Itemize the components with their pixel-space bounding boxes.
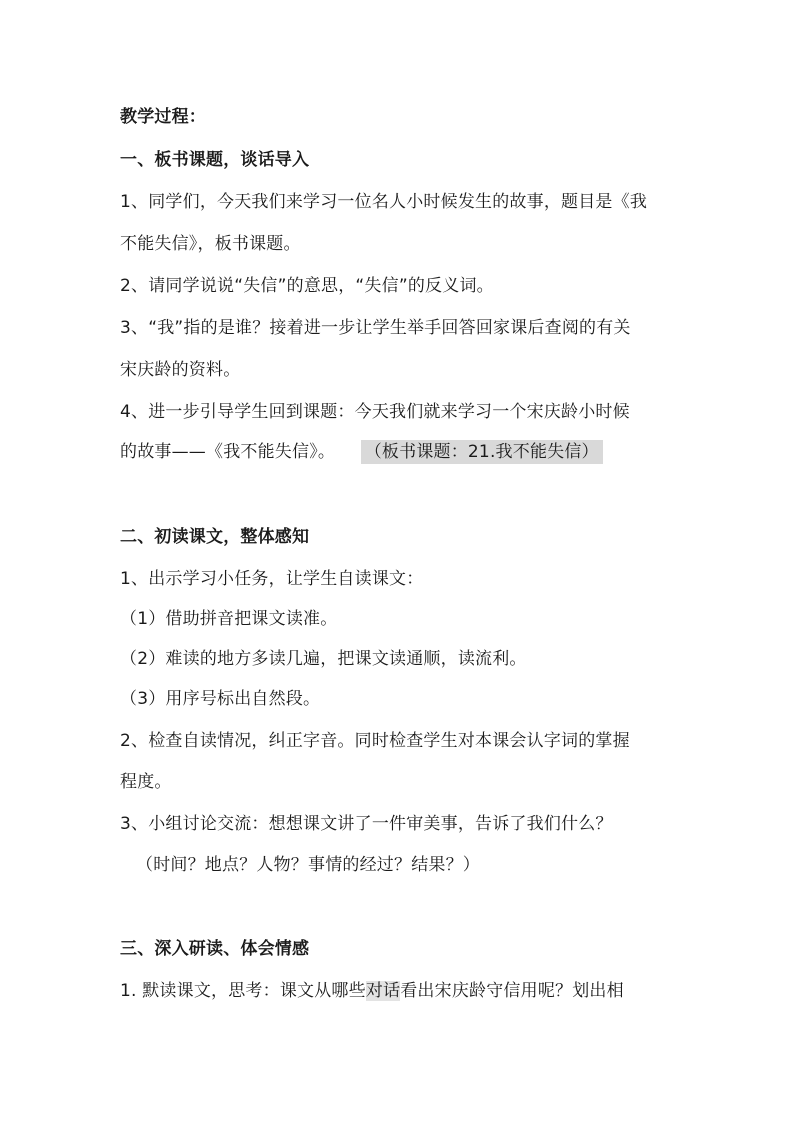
s1-paragraph-1-line-2: 不能失信》，板书课题。: [120, 234, 301, 254]
s3-paragraph-1-pre: 1. 默读课文，思考：课文从哪些: [120, 981, 366, 1001]
s1-paragraph-3-line-1: 3、“我”指的是谁？接着进一步让学生举手回答回家课后查阅的有关: [120, 318, 631, 338]
s2-paragraph-3-sub: （时间？地点？人物？事情的经过？结果？）: [136, 855, 480, 875]
s2-item-1: （1）借助拼音把课文读准。: [120, 609, 338, 629]
s2-item-3: （3）用序号标出自然段。: [120, 689, 321, 709]
s2-paragraph-2-line-2: 程度。: [120, 772, 172, 792]
s3-paragraph-1-post: 看出宋庆龄守信用呢？划出相: [400, 981, 624, 1001]
s2-item-2: （2）难读的地方多读几遍，把课文读通顺，读流利。: [120, 649, 527, 669]
s2-paragraph-3: 3、小组讨论交流：想想课文讲了一件审美事，告诉了我们什么？: [120, 814, 613, 834]
s1-paragraph-3-line-2: 宋庆龄的资料。: [120, 360, 241, 380]
s1-paragraph-4-line-1: 4、进一步引导学生回到课题：今天我们就来学习一个宋庆龄小时候: [120, 402, 630, 422]
s1-paragraph-2: 2、请同学说说“失信”的意思，“失信”的反义词。: [120, 276, 494, 296]
s2-paragraph-1: 1、出示学习小任务，让学生自读课文：: [120, 569, 424, 589]
section-1-heading: 一、板书课题，谈话导入: [120, 150, 310, 170]
board-note: （板书课题：21.我不能失信）: [361, 440, 603, 464]
section-3-heading: 三、深入研读、体会情感: [120, 939, 310, 959]
s3-highlight-word: 对话: [365, 981, 401, 1001]
s1-paragraph-1-line-1: 1、同学们，今天我们来学习一位名人小时候发生的故事，题目是《我: [120, 192, 648, 212]
doc-title: 教学过程：: [120, 107, 206, 127]
section-2-heading: 二、初读课文，整体感知: [120, 527, 310, 547]
s2-paragraph-2-line-1: 2、检查自读情况，纠正字音。同时检查学生对本课会认字词的掌握: [120, 731, 630, 751]
s1-paragraph-4-text: 的故事——《我不能失信》。: [120, 442, 336, 462]
s3-paragraph-1: [120, 979, 624, 1003]
s1-paragraph-4-line-2: [120, 440, 603, 464]
